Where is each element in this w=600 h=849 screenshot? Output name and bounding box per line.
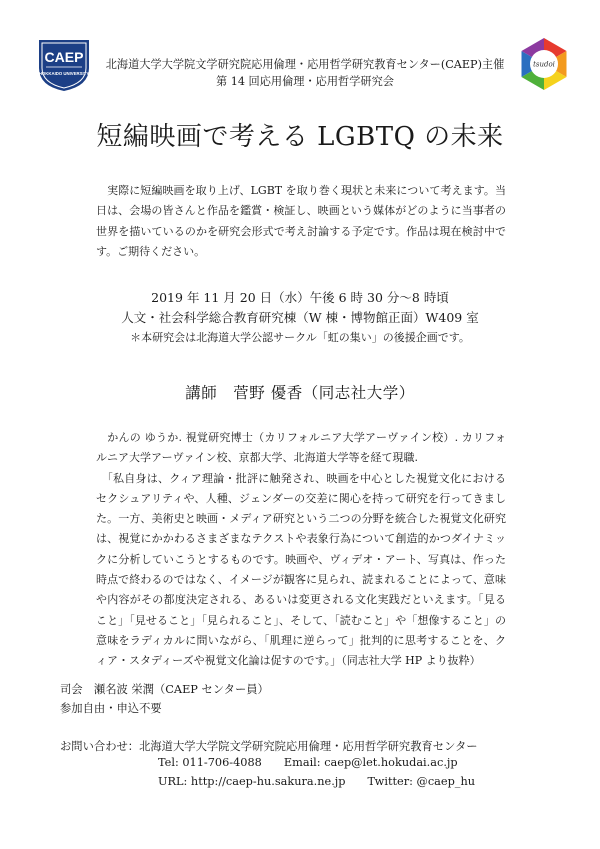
- event-datetime: 2019 年 11 月 20 日（水）午後 6 時 30 分～8 時頃: [151, 290, 449, 305]
- contact-tel: Tel: 011-706-4088: [158, 756, 262, 769]
- contact-email[interactable]: Email: caep@let.hokudai.ac.jp: [283, 756, 458, 769]
- caep-logo-subtext: HOKKAIDO UNIVERSITY: [38, 71, 90, 76]
- intro-paragraph: 実際に短編映画を取り上げ、LGBT を取り巻く現状と未来について考えます。当日は、会場の皆さんと作品を鑑賞・検証し、映画という媒体がどのように当事者の世界を描いているのかを研究会形式で考え討論する予定です。作品は現在検討中です。ご期待ください。: [96, 184, 506, 258]
- contact-url[interactable]: URL: http://caep-hu.sakura.ne.jp: [158, 775, 346, 788]
- moderator-line: 司会 瀬名波 栄潤（CAEP センター員）: [60, 683, 269, 696]
- caep-logo: [36, 38, 92, 92]
- caep-logo-text: CAEP: [44, 49, 84, 65]
- sponsor-note: ＊本研究会は北海道大学公認サークル「虹の集い」の後援企画です。: [130, 331, 470, 344]
- organizer-line: 北海道大学大学院文学研究院応用倫理・応用哲学研究教育センター(CAEP)主催: [105, 58, 505, 71]
- tsudoi-logo: [516, 36, 572, 92]
- admission-line: 参加自由・申込不要: [60, 702, 162, 715]
- lecturer-bio: かんの ゆうか. 視覚研究博士（カリフォルニア大学アーヴァイン校）. カリフォルニア大学アーヴァイン校、京都大学、北海道大学等を経て現職. 「私自身は、クィア理論・批評に触発され、映画を中心とした視覚文化におけるセクシュアリティや、人種、ジェンダーの交差に関心を持って研究を行ってきました。一方、美術史と映画・メディア研究という二つの分野を統合した視覚文化研究は、視覚にかかわるさまざまなテクストや表象行為について創造的かつダイナミックに分析していこうとするものです。映画や、ヴィデオ・アート、写真は、作った時点で終わるのではなく、イメージが観客に見られ、読まれることによって、意味や内容がその都度決定される、あるいは変更される文化実践だといえます。「見ること」「見せること」「見られること」、そして、「読むこと」や「想像すること」の意味をラディカルに問いながら、「肌理に逆らって」批判的に思考することを、クィア・スタディーズや視覚文化論は促すのです。」（同志社大学 HP より抜粋）: [96, 431, 506, 668]
- contact-tel-email: [158, 756, 458, 769]
- lecturer-heading: 講師 菅野 優香（同志社大学）: [185, 384, 415, 402]
- contact-twitter[interactable]: Twitter: @caep_hu: [367, 775, 475, 788]
- tsudoi-logo-text: tsudoi: [533, 60, 555, 69]
- event-series: 第 14 回応用倫理・応用哲学研究会: [216, 75, 394, 88]
- page-title: 短編映画で考える LGBTQ の未来: [96, 122, 504, 152]
- event-venue: 人文・社会科学総合教育研究棟（W 棟・博物館正面）W409 室: [121, 310, 479, 325]
- contact-label: お問い合わせ：北海道大学大学院文学研究院応用倫理・応用哲学研究教育センター: [60, 740, 478, 753]
- contact-url-twitter: [158, 775, 475, 788]
